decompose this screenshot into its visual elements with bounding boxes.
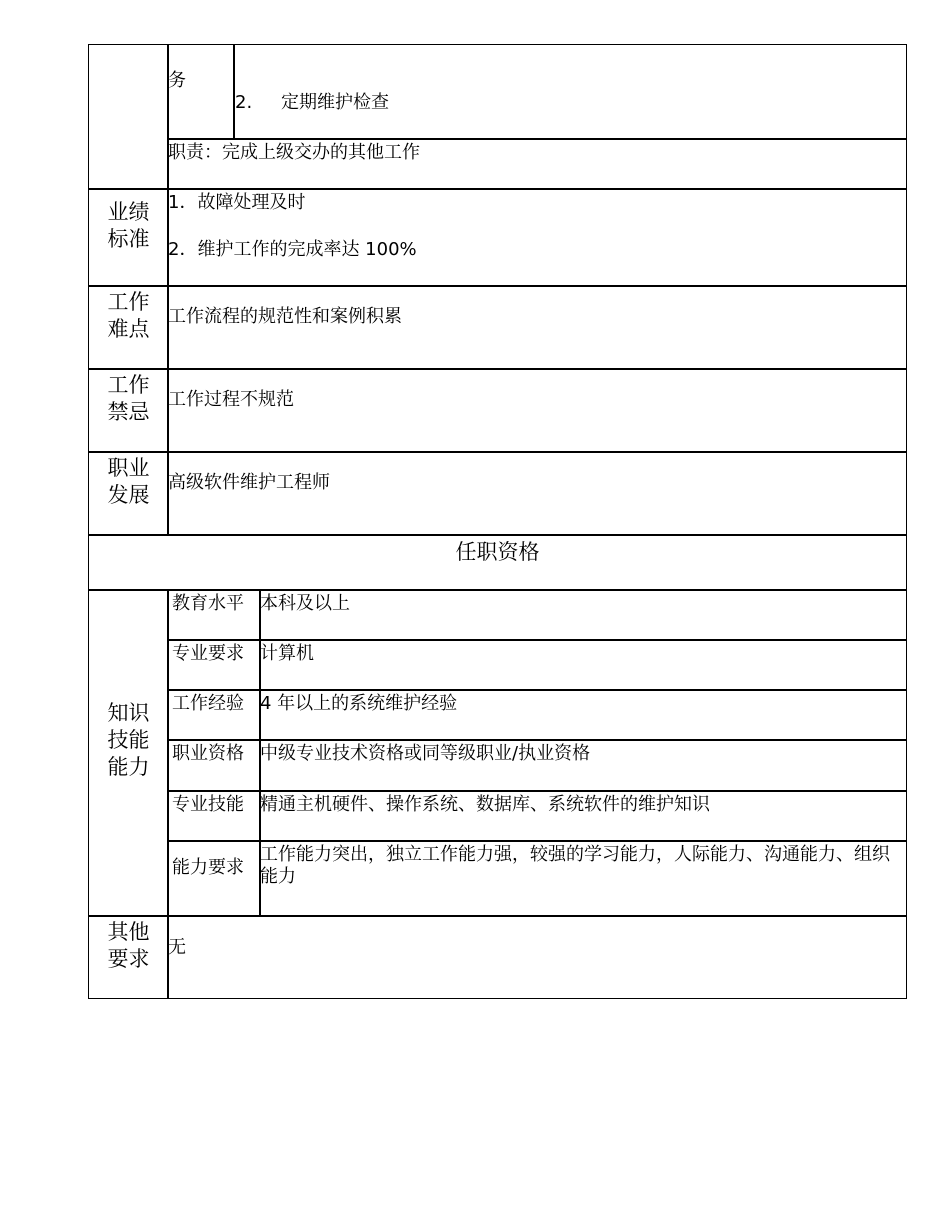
qualification-row-value: 4 年以上的系统维护经验 bbox=[260, 693, 458, 714]
qualification-row-key: 工作经验 bbox=[172, 693, 244, 714]
row-divider bbox=[167, 689, 907, 691]
knowledge-label: 知识 技能 能力 bbox=[107, 701, 150, 779]
row-divider bbox=[88, 534, 907, 536]
difficulty-text: 工作流程的规范性和案例积累 bbox=[168, 306, 402, 327]
other-label: 其他 要求 bbox=[107, 920, 150, 971]
qualification-row-key: 专业技能 bbox=[172, 794, 244, 815]
taboo-label: 工作 禁忌 bbox=[107, 373, 150, 424]
row-divider bbox=[88, 451, 907, 453]
qualification-row-key: 能力要求 bbox=[172, 857, 244, 878]
qualification-row-value: 计算机 bbox=[260, 643, 314, 664]
performance-item-2: 2．维护工作的完成率达 100% bbox=[168, 239, 417, 260]
task-item-number: 2. bbox=[235, 92, 253, 113]
difficulty-label: 工作 难点 bbox=[107, 290, 150, 341]
other-text: 无 bbox=[168, 937, 186, 958]
row-divider bbox=[88, 368, 907, 370]
row-divider bbox=[167, 739, 907, 741]
qualification-row-key: 教育水平 bbox=[172, 593, 244, 614]
row-divider bbox=[88, 188, 907, 190]
row-divider bbox=[167, 840, 907, 842]
qualification-row-value: 本科及以上 bbox=[260, 593, 350, 614]
row-divider bbox=[167, 138, 907, 140]
row-divider bbox=[88, 915, 907, 917]
qualification-row-key: 职业资格 bbox=[172, 743, 244, 764]
performance-item-1: 1．故障处理及时 bbox=[168, 192, 306, 213]
qualification-row-value: 中级专业技术资格或同等级职业/执业资格 bbox=[260, 743, 591, 764]
performance-label: 业绩 标准 bbox=[107, 200, 150, 251]
career-label: 职业 发展 bbox=[107, 456, 150, 507]
qualification-row-value: 精通主机硬件、操作系统、数据库、系统软件的维护知识 bbox=[260, 794, 710, 815]
column-divider bbox=[233, 44, 235, 138]
row-divider bbox=[167, 790, 907, 792]
responsibility-text: 职责：完成上级交办的其他工作 bbox=[168, 142, 420, 163]
row-divider bbox=[167, 639, 907, 641]
taboo-text: 工作过程不规范 bbox=[168, 389, 294, 410]
qualification-title: 任职资格 bbox=[455, 540, 540, 564]
row-divider bbox=[88, 285, 907, 287]
qualification-row-value: 工作能力突出，独立工作能力强，较强的学习能力，人际能力、沟通能力、组织能力 bbox=[260, 844, 890, 887]
career-text: 高级软件维护工程师 bbox=[168, 472, 330, 493]
task-label-fragment: 务 bbox=[168, 70, 186, 91]
row-divider bbox=[88, 589, 907, 591]
qualification-row-key: 专业要求 bbox=[172, 643, 244, 664]
task-item-text: 定期维护检查 bbox=[281, 92, 389, 113]
